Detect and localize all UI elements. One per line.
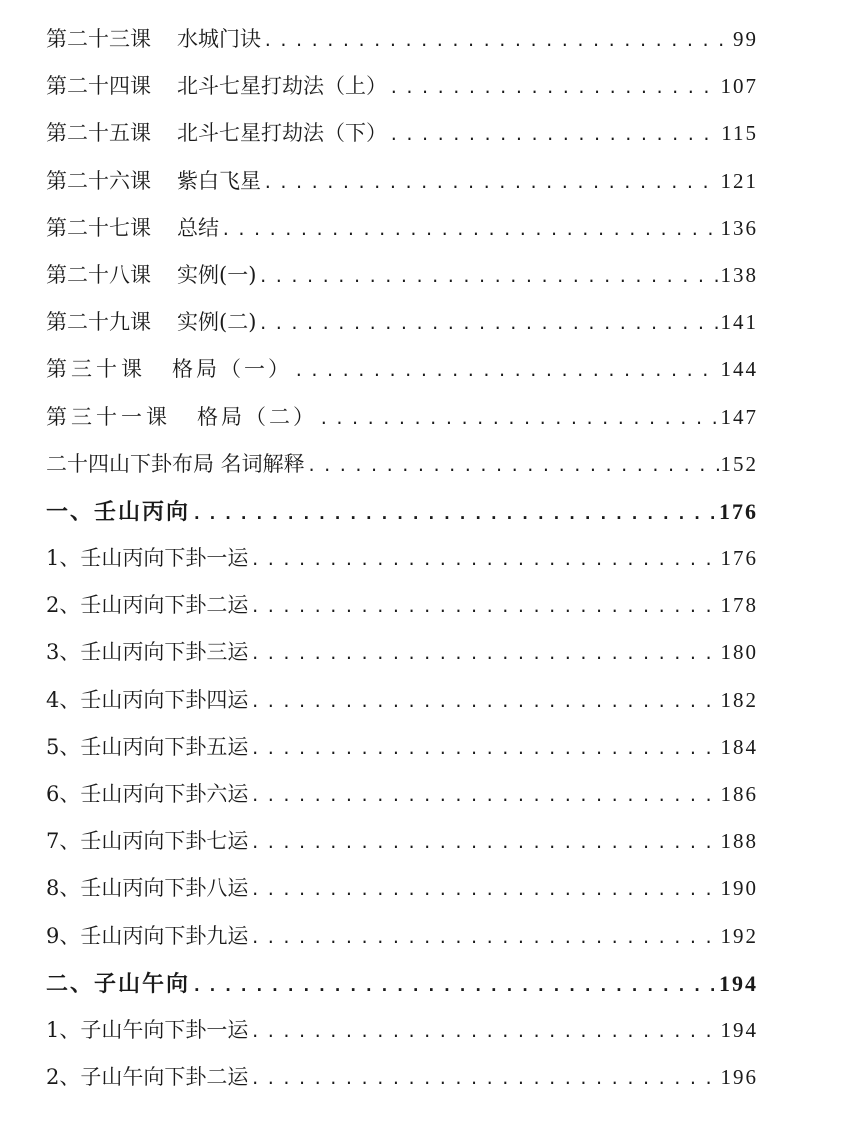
- page-number: 184: [720, 734, 758, 759]
- entry-title: 格局（二）: [197, 404, 317, 429]
- dot-leader: [258, 300, 718, 347]
- page-number: 180: [720, 640, 758, 665]
- page-number: 152: [720, 451, 758, 476]
- entry-title: 总结: [177, 215, 219, 240]
- entry-title: 1、子山午向下卦一运: [46, 1017, 249, 1042]
- dot-leader: [389, 64, 719, 111]
- toc-entry[interactable]: [46, 441, 758, 488]
- page-number: 99: [733, 27, 758, 51]
- page-number: 178: [720, 593, 758, 618]
- toc-entry[interactable]: [46, 865, 758, 912]
- toc-entry[interactable]: [46, 346, 758, 393]
- page-number: 141: [720, 310, 758, 335]
- page-number: 147: [720, 404, 758, 429]
- lesson-number: 第二十九课: [46, 310, 151, 335]
- entry-title: 9、壬山丙向下卦九运: [46, 923, 249, 948]
- page-number: 121: [720, 168, 758, 193]
- table-of-contents: [46, 16, 758, 1101]
- lesson-number: 第二十七课: [46, 215, 151, 240]
- page-number: 138: [720, 262, 758, 287]
- entry-title: 3、壬山丙向下卦三运: [46, 640, 249, 665]
- entry-title: 北斗七星打劫法（下）: [177, 121, 387, 146]
- section-title: 一、壬山丙向: [46, 498, 191, 525]
- dot-leader: [192, 962, 717, 1009]
- toc-entry[interactable]: [46, 394, 758, 441]
- toc-entry[interactable]: [46, 535, 758, 582]
- toc-entry[interactable]: [46, 299, 758, 346]
- entry-title: 7、壬山丙向下卦七运: [46, 829, 249, 854]
- toc-entry[interactable]: [46, 252, 758, 299]
- toc-entry[interactable]: [46, 818, 758, 865]
- toc-entry[interactable]: [46, 16, 758, 63]
- lesson-number: 第二十四课: [46, 74, 151, 99]
- entry-title: 紫白飞星: [177, 168, 261, 193]
- dot-leader: [250, 866, 718, 913]
- dot-leader: [319, 395, 719, 442]
- entry-title: 实例(一): [177, 262, 257, 287]
- lesson-number: 第二十三课: [46, 27, 151, 51]
- entry-title: 6、壬山丙向下卦六运: [46, 782, 249, 806]
- toc-entry[interactable]: [46, 677, 758, 724]
- lesson-number: 第二十六课: [46, 168, 151, 193]
- dot-leader: [250, 772, 718, 819]
- entry-title: 8、壬山丙向下卦八运: [46, 876, 249, 901]
- toc-entry[interactable]: [46, 771, 758, 818]
- lesson-number: 第二十五课: [46, 121, 151, 146]
- entry-title: 1、壬山丙向下卦一运: [46, 546, 249, 571]
- entry-title: 2、子山午向下卦二运: [46, 1065, 249, 1090]
- dot-leader: [263, 17, 731, 64]
- toc-entry[interactable]: [46, 158, 758, 205]
- page-number: 186: [720, 782, 758, 806]
- page-number: 176: [719, 498, 758, 524]
- dot-leader: [221, 206, 719, 253]
- dot-leader: [250, 630, 718, 677]
- lesson-number: 第三十课: [46, 357, 146, 382]
- dot-leader: [250, 678, 718, 725]
- entry-title: 实例(二): [177, 310, 257, 335]
- page-number: 144: [720, 357, 758, 382]
- page-number: 107: [720, 74, 758, 99]
- toc-section-heading[interactable]: [46, 488, 758, 535]
- dot-leader: [294, 347, 719, 394]
- page-number: 176: [720, 546, 758, 571]
- toc-entry[interactable]: [46, 1054, 758, 1101]
- entry-title: 格局（一）: [172, 357, 292, 382]
- toc-entry[interactable]: [46, 110, 758, 157]
- dot-leader: [250, 1055, 718, 1102]
- lesson-number: 第三十一课: [46, 404, 171, 429]
- page-number: 194: [720, 1017, 758, 1042]
- page-number: 136: [720, 215, 758, 240]
- toc-entry[interactable]: [46, 63, 758, 110]
- entry-title: 4、壬山丙向下卦四运: [46, 687, 249, 712]
- dot-leader: [250, 536, 718, 583]
- toc-entry[interactable]: [46, 582, 758, 629]
- toc-entry[interactable]: [46, 724, 758, 771]
- section-title: 二、子山午向: [46, 970, 191, 997]
- page-number: 188: [720, 829, 758, 854]
- dot-leader: [250, 583, 718, 630]
- entry-title: 5、壬山丙向下卦五运: [46, 734, 249, 759]
- lesson-number: 第二十八课: [46, 262, 151, 287]
- dot-leader: [389, 111, 719, 158]
- page-number: 115: [721, 121, 758, 146]
- page-number: 190: [720, 876, 758, 901]
- dot-leader: [307, 442, 719, 489]
- entry-title: 水城门诀: [177, 27, 261, 51]
- page-number: 182: [720, 687, 758, 712]
- toc-entry[interactable]: [46, 629, 758, 676]
- dot-leader: [192, 490, 717, 537]
- entry-title: 二十四山下卦布局 名词解释: [46, 451, 305, 476]
- page-number: 192: [720, 923, 758, 948]
- entry-title: 2、壬山丙向下卦二运: [46, 593, 249, 618]
- dot-leader: [258, 253, 718, 300]
- page-number: 196: [720, 1065, 758, 1090]
- dot-leader: [250, 819, 718, 866]
- dot-leader: [250, 914, 718, 961]
- dot-leader: [263, 159, 719, 206]
- page-number: 194: [719, 970, 758, 996]
- toc-entry[interactable]: [46, 205, 758, 252]
- dot-leader: [250, 725, 718, 772]
- toc-section-heading[interactable]: [46, 960, 758, 1007]
- entry-title: 北斗七星打劫法（上）: [177, 74, 387, 99]
- toc-entry[interactable]: [46, 913, 758, 960]
- toc-entry[interactable]: [46, 1007, 758, 1054]
- dot-leader: [250, 1008, 718, 1055]
